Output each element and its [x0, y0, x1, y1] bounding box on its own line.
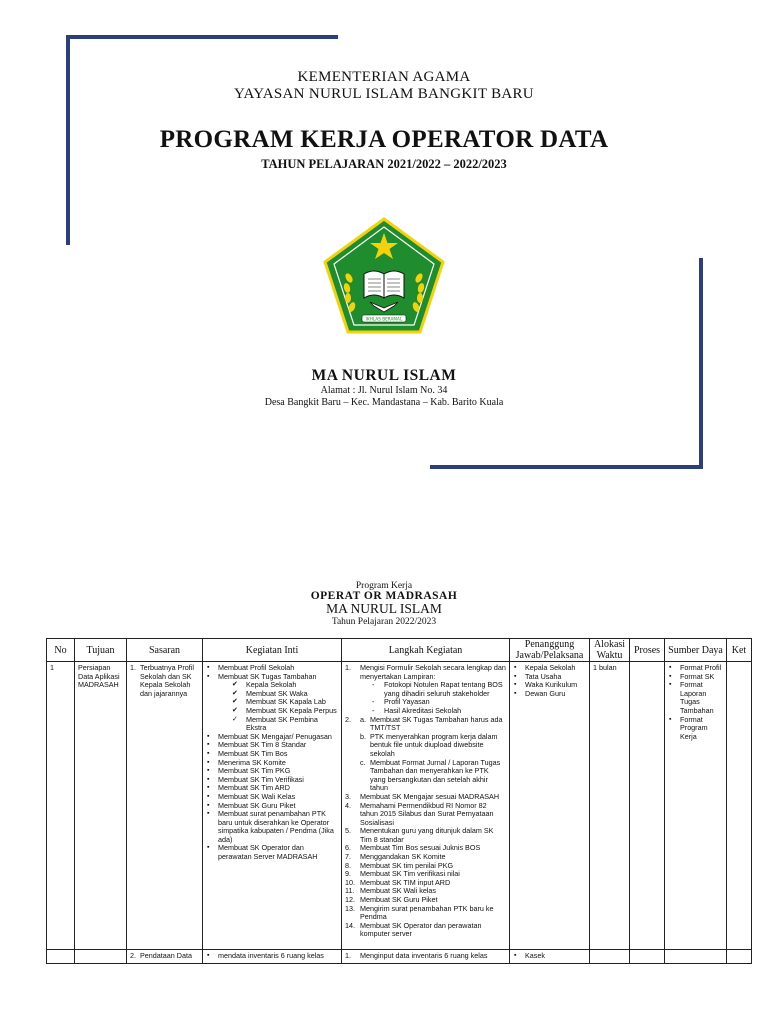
- sasaran-number: 2.: [130, 951, 136, 960]
- document-year: TAHUN PELAJARAN 2021/2022 – 2022/2023: [261, 157, 507, 171]
- ministry-heading: [0, 69, 768, 103]
- list-item: 4. Memahami Permendikbud RI Nomor 82 tahun 2015 Silabus dan Surat Pernyataan Sosialisasi: [345, 800, 494, 827]
- kemenag-logo-icon: [322, 216, 446, 336]
- cell-sasaran: [127, 662, 203, 950]
- list-item: 9. Membuat SK Tim verifikasi nilai: [345, 869, 460, 879]
- cell-alokasi: [590, 950, 630, 964]
- list-item: 14. Membuat SK Operator dan perawatan komputer server: [345, 920, 482, 939]
- list-item: ▪ Membuat SK Wali Kelas: [206, 793, 338, 802]
- list-item: 1. Menginput data inventaris 6 ruang kelas: [345, 951, 488, 960]
- sub-item: - Hasil Akreditasi Sekolah: [370, 707, 506, 716]
- list-item: ▪ Membuat SK Operator dan perawatan Server MADRASAH: [206, 844, 338, 861]
- frame-line-bottom: [430, 465, 703, 469]
- list-item: ▪ Menerima SK Komite: [206, 759, 338, 768]
- sub-item: - Fotokopi Notulen Rapat tentang BOS yang dihadiri seluruh stakeholder: [370, 681, 506, 698]
- table-header-row: [47, 639, 752, 662]
- list-item: 8. Membuat SK tim penilai PKG: [345, 860, 454, 870]
- cell-langkah: [342, 950, 510, 964]
- list-item: 7. Menggandakan SK Komite: [345, 852, 446, 862]
- checked-item: ✔ Kepala Sekolah: [232, 681, 338, 690]
- header-proses: Proses: [630, 639, 665, 662]
- cell-proses: [630, 950, 665, 964]
- cell-no: 1: [47, 662, 75, 950]
- checked-item: ✔ Membuat SK Kepala Perpus: [232, 707, 338, 716]
- header-langkah: Langkah Kegiatan: [342, 639, 510, 662]
- cell-ket: [727, 950, 752, 964]
- header-ket: Ket: [727, 639, 752, 662]
- program-title: OPERAT OR MADRASAH: [310, 590, 458, 602]
- cell-sumber: [665, 950, 727, 964]
- checked-item: ✓ Membuat SK Pembina Ekstra: [232, 716, 338, 733]
- cell-penanggung: [510, 950, 590, 964]
- list-item: ▪ Membuat SK Tim 8 Standar: [206, 741, 338, 750]
- school-name: MA NURUL ISLAM: [311, 367, 457, 384]
- sub-item: - Profil Yayasan: [370, 698, 506, 707]
- list-item: ▪ Tata Usaha: [513, 673, 586, 682]
- langkah-1-text: Mengisi Formulir Sekolah secara lengkap dan menyertakan Lampiran:: [360, 663, 506, 681]
- list-item: ▪ Dewan Guru: [513, 690, 586, 699]
- langkah-2a-text: Membuat SK Tugas Tambahan harus ada TMT/TST: [370, 714, 503, 733]
- header-sumber: Sumber Daya: [665, 639, 727, 662]
- cell-tujuan: Persiapan Data Aplikasi MADRASAH: [75, 662, 127, 950]
- list-item: ▪ mendata inventaris 6 ruang kelas: [206, 952, 338, 961]
- cell-no: [47, 950, 75, 964]
- cell-langkah: [342, 662, 510, 950]
- list-item: ▪ Membuat SK Guru Piket: [206, 802, 338, 811]
- program-year: Tahun Pelajaran 2022/2023: [331, 617, 437, 627]
- cell-tujuan: [75, 950, 127, 964]
- langkah-2b-text: PTK menyerahkan program kerja dalam bentuk file untuk diupload diwebsite sekolah: [370, 731, 498, 758]
- checked-item: ✔ Membuat SK Kapala Lab: [232, 698, 338, 707]
- school-address-street: Alamat : Jl. Nurul Islam No. 34: [320, 385, 448, 396]
- list-item: 12. Membuat SK Guru Piket: [345, 895, 438, 905]
- cell-kegiatan: [203, 950, 342, 964]
- list-item: 13. Mengirim surat penambahan PTK baru ke Pendma: [345, 903, 494, 922]
- list-item: ▪ Format Program Kerja: [668, 716, 723, 742]
- header-tujuan: Tujuan: [75, 639, 127, 662]
- sasaran-number: 1.: [130, 663, 136, 672]
- header-no: No: [47, 639, 75, 662]
- table-row: [47, 950, 752, 964]
- cell-ket: [727, 662, 752, 950]
- list-item: 2. a. Membuat SK Tugas Tambahan harus ada TMT/TST b. PTK menyerahkan program kerja dalam bentuk file untuk diupload diwebsite sekolah c. Membuat Format Jurnal / Laporan Tugas Tambahan dan menyerahkan ke PTK yang bersangkutan dan setelah akhir tahun: [345, 714, 503, 793]
- program-school: MA NURUL ISLAM: [326, 601, 442, 616]
- logo-motto: IKHLAS BERAMAL: [365, 316, 403, 322]
- cell-penanggung: [510, 662, 590, 950]
- list-item: 5. Menentukan guru yang ditunjuk dalam SK Tim 8 standar: [345, 826, 494, 844]
- list-item: 3. Membuat SK Mengajar sesuai MADRASAH: [345, 791, 500, 801]
- list-item: ▪ Membuat Profil Sekolah: [206, 664, 338, 673]
- header-kegiatan: Kegiatan Inti: [203, 639, 342, 662]
- list-item: ▪ Waka Kurikulum: [513, 681, 586, 690]
- table-row: [47, 662, 752, 950]
- list-item: ▪ Membuat SK Tim Bos: [206, 750, 338, 759]
- list-item: 1. Mengisi Formulir Sekolah secara lengkap dan menyertakan Lampiran: - Fotokopi Notulen Rapat tentang BOS yang dihadiri seluruh stakeholder - Profil Yayasan - Hasil Akreditasi Sekolah: [345, 664, 506, 716]
- frame-line-right: [699, 258, 703, 469]
- list-item: ▪ Membuat SK Mengajar/ Penugasan: [206, 733, 338, 742]
- cell-sumber: [665, 662, 727, 950]
- list-item-text: Membuat SK Tugas Tambahan: [218, 671, 317, 681]
- ministry-line-1: KEMENTERIAN AGAMA: [297, 69, 471, 85]
- sasaran-text: Terbuatnya Profil Sekolah dan SK Kepala Sekolah dan jajarannya: [140, 663, 194, 698]
- langkah-2-number: 2.: [345, 714, 351, 724]
- frame-line-top: [66, 35, 338, 39]
- list-item: ▪ Membuat surat penambahan PTK baru untuk diserahkan ke Operator simpatika kabupaten / Pendma (Jika ada): [206, 810, 338, 844]
- header-penanggung: Penanggung Jawab/Pelaksana: [510, 639, 590, 662]
- cell-alokasi: 1 bulan: [590, 662, 630, 950]
- cell-kegiatan: [203, 662, 342, 950]
- header-sasaran: Sasaran: [127, 639, 203, 662]
- list-item: ▪ Membuat SK Tim Verifikasi: [206, 776, 338, 785]
- list-item: ▪ Format Profil: [668, 664, 723, 673]
- list-item: 6. Membuat Tim Bos sesuai Juknis BOS: [345, 843, 481, 853]
- list-item: ▪ Format Laporan Tugas Tambahan: [668, 681, 723, 715]
- checked-item: ✔ Membuat SK Waka: [232, 690, 338, 699]
- ministry-line-2: YAYASAN NURUL ISLAM BANGKIT BARU: [234, 86, 534, 102]
- cell-proses: [630, 662, 665, 950]
- list-item: [206, 673, 338, 733]
- document-title: PROGRAM KERJA OPERATOR DATA: [159, 126, 609, 153]
- cell-sasaran: [127, 950, 203, 964]
- list-item: ▪ Kasek: [513, 952, 586, 961]
- list-item: 10. Membuat SK TIM input ARD: [345, 877, 451, 887]
- list-item: ▪ Membuat SK Tim PKG: [206, 767, 338, 776]
- langkah-2c-text: Membuat Format Jurnal / Laporan Tugas Tambahan dan menyerahkan ke PTK yang bersangkutan dan setelah akhir tahun: [370, 757, 501, 793]
- program-label: Program Kerja: [355, 581, 413, 591]
- school-address-region: Desa Bangkit Baru – Kec. Mandastana – Kab. Barito Kuala: [264, 397, 504, 408]
- header-alokasi: Alokasi Waktu: [590, 639, 630, 662]
- sasaran-text: Pendataan Data: [140, 951, 192, 960]
- list-item: ▪ Format SK: [668, 673, 723, 682]
- list-item: ▪ Membuat SK Tim ARD: [206, 784, 338, 793]
- work-plan-table: [46, 638, 752, 964]
- list-item: 11. Membuat SK Wali kelas: [345, 886, 437, 896]
- list-item: ▪ Kepala Sekolah: [513, 664, 586, 673]
